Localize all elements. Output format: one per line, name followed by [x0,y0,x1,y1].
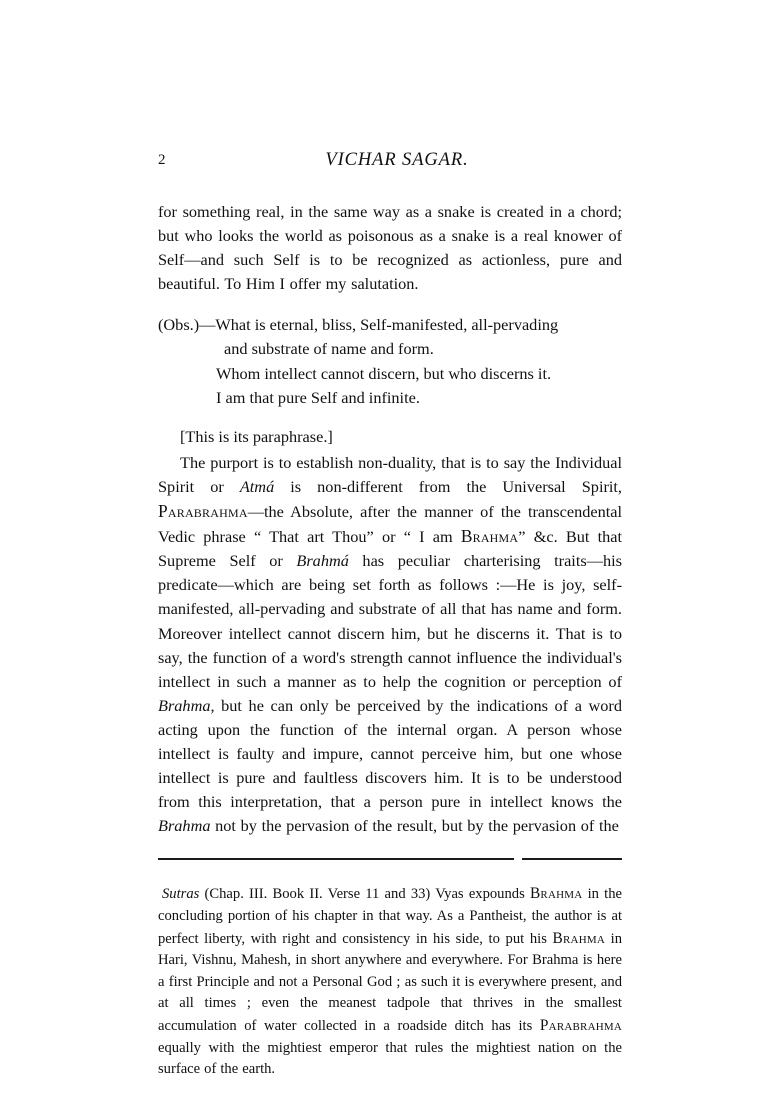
text-column [158,148,622,1095]
main-para-seg-5: has peculiar charterising traits—his predicate—which are being set forth as follows :—He is joy, self-manifested, all-pervading and substrate of all that has name and form. Moreover intellect cannot discern him, but he discerns it. That is to say, the function of a word's strength cannot influence the individual's intellect in such a manner as to help the cognition or perception of [158,551,622,691]
footnote-seg-2: in the concluding portion of his chapter in that way. As a Pantheist, the author is at perfect liberty, with right and consistency in his side, to put his [158,886,622,947]
footnote-text [158,883,622,1080]
running-head [158,148,622,178]
footnote-separator-rule [158,858,622,859]
running-head-title: VICHAR SAGAR. [325,150,469,170]
footnote-seg-3: in Hari, Vishnu, Mahesh, in short anywhere and everywhere. For Brahma is here a first Principle and not a Personal God ; as such it is everywhere present, and at all times ; even the meanest tadpole that thrives in the smallest accumulation of water collected in a roadside ditch has its [158,930,622,1034]
main-para-seg-2: is non-different from the Universal Spirit, [274,476,623,496]
footnote-term-brahma-2: Brahma [552,929,605,947]
verse-line-2: and substrate of name and form. [224,339,434,359]
term-parabrahma: Parabrahma [158,501,248,522]
paraphrase-note: [This is its paraphrase.] [180,426,333,446]
main-para-seg-6: , but he can only be perceived by the indications of a word acting upon the function of the internal organ. A person whose intellect is faulty and impure, cannot perceive him, but one whose intellect is pure and faultless discovers him. It is to be understood from this interpretation, that a person pure in intellect knows the [158,695,622,812]
verse-line-4: I am that pure Self and infinite. [216,387,420,407]
footnote-rule-segment-right [522,858,622,860]
term-brahma-italic-1: Brahmá [296,551,349,571]
footnote-seg-1: (Chap. III. Book II. Verse 11 and 33) Vyas expounds [199,886,530,903]
verse-line-1: (Obs.)—What is eternal, bliss, Self-manifested, all-pervading [158,315,559,335]
main-para-seg-3: —the Absolute, after the manner of the transcendental Vedic phrase “ That art Thou” or “ I am [158,502,622,547]
term-brahma-1: Brahma [460,526,519,547]
term-brahma-italic-2: Brahma [158,695,211,715]
page-number: 2 [158,152,166,168]
term-brahma-italic-3: Brahma [158,816,211,836]
footnote-rule-segment-left [158,858,514,860]
footnote-seg-4: equally with the mightiest emperor that rules the mightiest nation on the surface of the earth. [158,1039,622,1078]
main-para-seg-4: ” &c. But that Supreme Self or [158,527,622,571]
main-paragraph [158,451,622,839]
footnote-term-sutras: Sutras [162,886,200,903]
term-atma: Atmá [239,476,275,496]
verse-line-3: Whom intellect cannot discern, but who discerns it. [216,363,552,383]
footnote-term-brahma-1: Brahma [529,885,583,903]
paragraph-continued: for something real, in the same way as a snake is created in a chord; but who looks the world as poisonous as a snake is a real knower of Self—and such Self is to be recognized as actionless, pure and beautiful. To Him I offer my salutation. [158,202,622,294]
main-para-seg-1: The purport is to establish non-duality, that is to say the Individual Spirit or [158,452,622,496]
main-para-seg-7: not by the pervasion of the result, but by the pervasion of the [210,816,619,836]
observation-verse-block [158,313,622,409]
footnote-term-parabrahma: Parabrahma [539,1016,622,1034]
